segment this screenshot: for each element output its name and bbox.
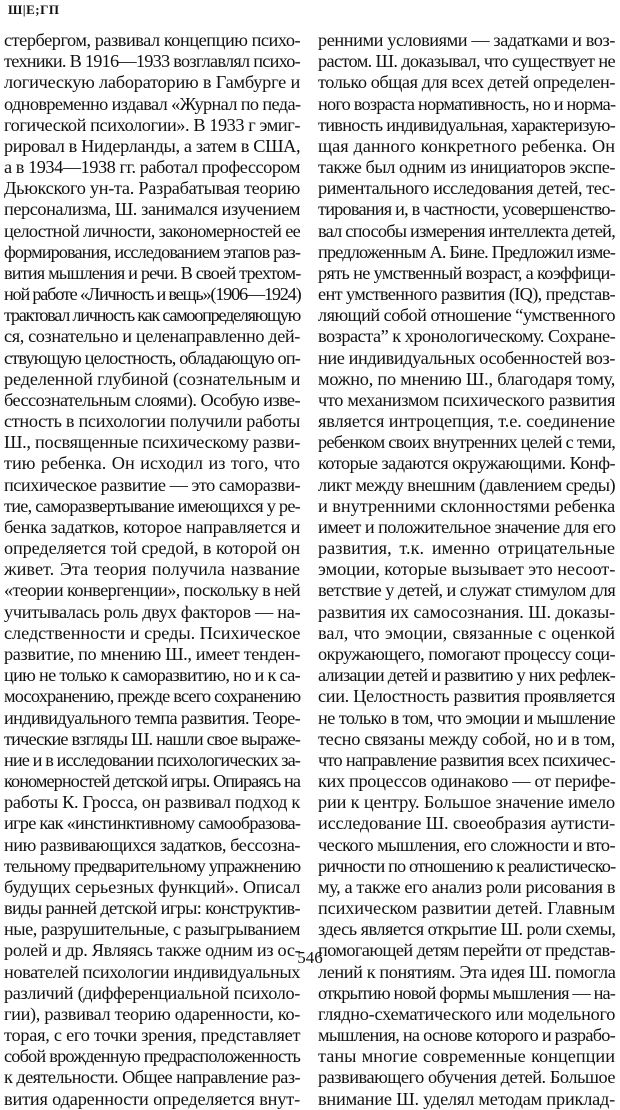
text-line: внимание Ш. уделял методам приклад- <box>318 1088 616 1109</box>
text-line: исследование Ш. своеобразия аутисти- <box>318 813 615 834</box>
text-line: открытию новой формы мышления — на- <box>318 982 615 1003</box>
text-line: развивающего обучения детей. Большое <box>318 1067 615 1088</box>
text-line: ного возраста нормативность, но и норма- <box>318 93 616 114</box>
text-line: которые задаются окружающими. Конф- <box>318 453 616 474</box>
text-line: является интроцепция, т.е. соединение <box>318 411 616 432</box>
text-line: растом. Ш. доказывал, что существует не <box>318 51 615 72</box>
text-line: стербергом, развивал концепцию психо- <box>4 30 301 50</box>
text-line: одновременно издавал «Журнал по педа- <box>4 93 301 114</box>
text-line: стность в психологии получили работы <box>4 411 300 432</box>
text-line: ние индивидуальных особенностей воз- <box>318 347 615 368</box>
text-line: тию ребенка. Он исходил из того, что <box>4 453 300 474</box>
text-line: различий (дифференциальной психоло- <box>4 982 300 1003</box>
text-line: цию не только к саморазвитию, но и к са- <box>4 665 300 686</box>
text-line: вития мышления и речи. В своей трехтом- <box>4 262 301 283</box>
text-line: бессознательным слоями). Особую изве- <box>4 389 300 410</box>
text-line: техники. В 1916—1933 возглавлял психо- <box>4 51 300 72</box>
text-line: ние и в исследовании психологических за- <box>4 749 300 770</box>
text-line: Дьюкского ун-та. Разрабатывая теорию <box>4 178 300 199</box>
text-line: к деятельности. Общее направление раз- <box>4 1067 300 1088</box>
text-line: ричности по отношению к реалистическо- <box>318 855 616 876</box>
text-line: ролей и др. Являясь также одним из ос- <box>4 940 301 961</box>
text-line: Ш., посвященные психическому разви- <box>4 432 300 453</box>
text-line: определяется той средой, в которой он <box>4 538 300 559</box>
text-line: целостной личности, закономерностей ее <box>4 220 300 241</box>
text-line: эмоции, которые вызывает это несоот- <box>318 559 616 580</box>
text-line: тесно связаны между собой, но и в том, <box>318 728 615 749</box>
text-line: индивидуального темпа развития. Теоре- <box>4 707 301 728</box>
text-line: нию развивающихся задатков, бессозна- <box>4 834 300 855</box>
text-line: гогической психологии». В 1933 г эмиг- <box>4 114 301 135</box>
text-line: рировал в Нидерланды, а затем в США, <box>4 135 301 156</box>
text-line: работы К. Гросса, он развивал подход к <box>4 792 300 813</box>
text-line: вал способы измерения интеллекта детей, <box>318 220 615 241</box>
text-line: также был одним из инициаторов экспе- <box>318 157 616 178</box>
text-line: бенка задатков, которое направляется и <box>4 516 301 537</box>
running-header: Ш|Е;ГП <box>8 2 60 17</box>
text-line: развития, т.к. именно отрицательные <box>318 538 615 559</box>
text-line: нователей психологии индивидуальных <box>4 961 300 982</box>
text-line: следственности и среды. Психическое <box>4 622 301 643</box>
text-line: «теории конвергенции», поскольку в ней <box>4 580 301 601</box>
text-line: здесь является открытие Ш. роли схемы, <box>318 919 616 940</box>
text-line: виды ранней детской игры: конструктив- <box>4 898 300 919</box>
text-line: ликт между внешним (давлением среды) <box>318 474 615 495</box>
text-line: лений к понятиям. Эта идея Ш. помогла <box>318 961 616 982</box>
text-line: ких процессов одинаково — от перифе- <box>318 771 616 792</box>
text-line: развития их самосознания. Ш. доказы- <box>318 601 615 622</box>
text-line: игре как «инстинктивному самообразова- <box>4 813 301 834</box>
text-line: собой врожденную предрасположенность <box>4 1046 300 1067</box>
text-line: тические взгляды Ш. нашли свое выраже- <box>4 728 300 749</box>
text-line: что механизмом психического развития <box>318 389 615 410</box>
text-line: кономерностей детской игры. Опираясь на <box>4 771 300 792</box>
text-line: тие, саморазвертывание имеющихся у ре- <box>4 495 300 516</box>
text-line: а в 1934—1938 гг. работал профессором <box>4 157 300 178</box>
text-line: ляющий собой отношение “умственного <box>318 305 615 326</box>
text-line: таны многие современные концепции <box>318 1046 615 1067</box>
text-line: психическом развитии детей. Главным <box>318 898 615 919</box>
text-line: и внутренними склонностями ребенка <box>318 495 616 516</box>
text-line: ветствие у детей, и служат стимулом для <box>318 580 616 601</box>
text-line: гии), развивал теорию одаренности, ко- <box>4 1003 300 1024</box>
text-line: учитывалась роль двух факторов — на- <box>4 601 301 622</box>
page-number: 546 <box>297 948 323 967</box>
text-line: ренними условиями — задатками и воз- <box>318 30 615 50</box>
text-line: ной работе «Личность и вещь»(1906—1924) <box>4 284 301 305</box>
text-line: только общая для всех детей определен- <box>318 72 615 93</box>
text-line: логическую лабораторию в Гамбурге и <box>4 72 300 93</box>
text-line: мосохранению, прежде всего сохранению <box>4 686 301 707</box>
text-line: му, а также его анализ роли рисования в <box>318 876 616 897</box>
text-line: помогающей детям перейти от представ- <box>318 940 615 961</box>
text-line: тельному предварительному упражнению <box>4 855 301 876</box>
text-line: возраста” к хронологическому. Сохране- <box>318 326 616 347</box>
text-line: риментального исследования детей, тес- <box>318 178 615 199</box>
text-line: сии. Целостность развития проявляется <box>318 686 615 707</box>
text-line: рии к центру. Большое значение имело <box>318 792 615 813</box>
text-line: ные, разрушительные, с разыгрыванием <box>4 919 300 940</box>
text-line: торая, с его точки зрения, представляет <box>4 1025 301 1046</box>
text-line: тивность индивидуальная, характеризую- <box>318 114 615 135</box>
text-line: имеет и положительное значение для его <box>318 516 616 537</box>
text-line: психическое развитие — это саморазви- <box>4 474 301 495</box>
text-line: тирования и, в частности, усовершенство- <box>318 199 616 220</box>
text-line: вал, что эмоции, связанные с оценкой <box>318 622 615 643</box>
text-line: не только в том, что эмоции и мышление <box>318 707 615 728</box>
text-line: ент умственного развития (IQ), представ- <box>318 284 615 305</box>
text-line: что направление развития всех психичес- <box>318 749 615 770</box>
text-line: ся, сознательно и целенаправленно дей- <box>4 326 300 347</box>
text-line: рять не умственный возраст, а коэффици- <box>318 262 616 283</box>
text-line: ребенком своих внутренних целей с теми, <box>318 432 615 453</box>
text-line: будущих серьезных функций». Описал <box>4 876 301 897</box>
text-line: развитие, по мнению Ш., имеет тенден- <box>4 643 301 664</box>
text-line: можно, по мнению Ш., благодаря тому, <box>318 368 616 389</box>
text-line: ческого мышления, его сложности и вто- <box>318 834 615 855</box>
text-line: вития одаренности определяется внут- <box>4 1088 301 1109</box>
text-line: глядно-схематического или модельного <box>318 1003 616 1024</box>
text-line: мышления, на основе которого и разрабо- <box>318 1025 615 1046</box>
text-line: трактовал личность как самоопределяющую <box>4 305 300 326</box>
text-line: щая данного конкретного ребенка. Он <box>318 135 615 156</box>
text-line: ствующую целостность, обладающую оп- <box>4 347 300 368</box>
text-line: живет. Эта теория получила название <box>4 559 300 580</box>
text-line: окружающего, помогают процессу соци- <box>318 643 615 664</box>
text-line: предложенным А. Бине. Предложил изме- <box>318 241 616 262</box>
text-line: формирования, исследованием этапов раз- <box>4 241 300 262</box>
text-line: персонализма, Ш. занимался изучением <box>4 199 300 220</box>
text-line: ализации детей и развитию у них рефлек- <box>318 665 615 686</box>
text-line: ределенной глубиной (сознательным и <box>4 368 301 389</box>
